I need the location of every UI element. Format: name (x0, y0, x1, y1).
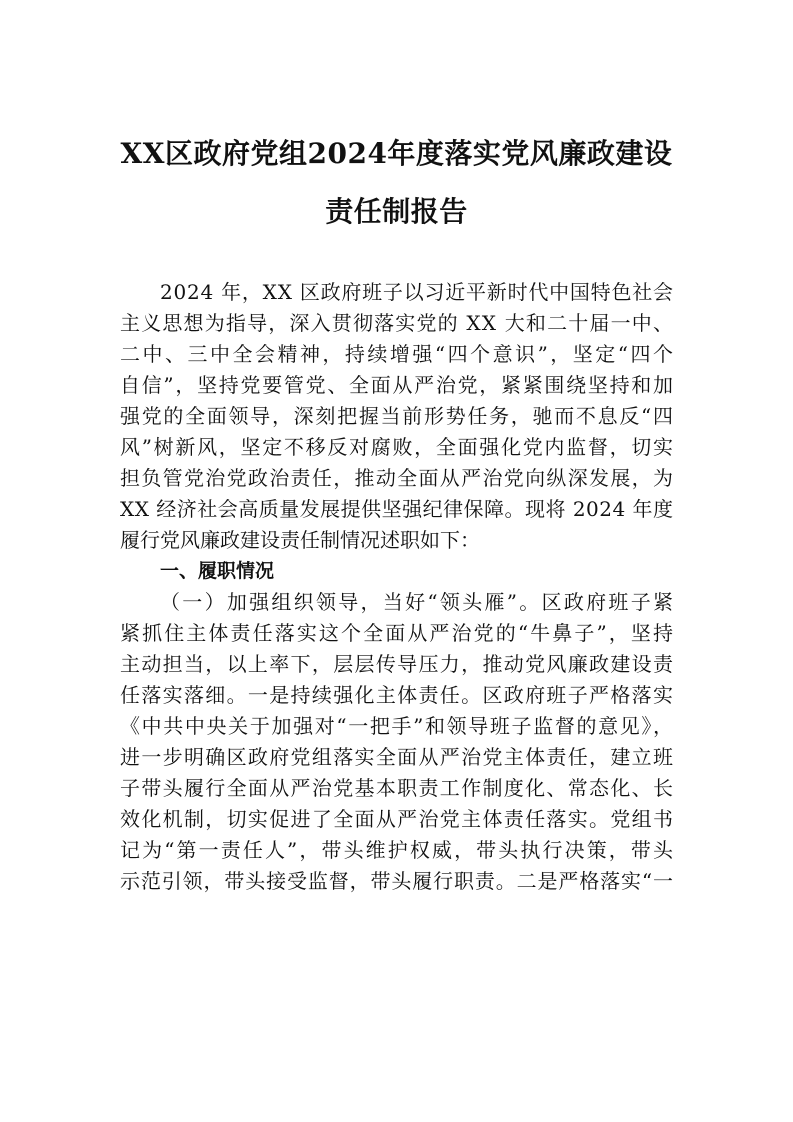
paragraph-line (120, 742, 673, 773)
paragraph-line (120, 277, 673, 308)
line-text: 强党的全面领导，深刻把握当前形势任务，驰而不息反“四 (120, 404, 675, 428)
line-text: 效化机制，切实促进了全面从严治党主体责任落实。党组书 (120, 807, 675, 831)
line-text: 2024 年，XX 区政府班子以习近平新时代中国特色社会 (160, 280, 674, 304)
line-text: （一）加强组织领导，当好“领头雁”。区政府班子紧 (160, 590, 676, 614)
line-text: 紧抓住主体责任落实这个全面从严治党的“牛鼻子”，坚持 (120, 621, 676, 645)
paragraph-line (120, 711, 673, 742)
line-text: 二中、三中全会精神，持续增强“四个意识”，坚定“四个 (120, 342, 676, 366)
paragraph-line (120, 773, 673, 804)
line-text: 担负管党治党政治责任，推动全面从严治党向纵深发展，为 (120, 466, 675, 490)
line-text: 主义思想为指导，深入贯彻落实党的 XX 大和二十届一中、 (120, 311, 675, 335)
section-heading-text: 一、履职情况 (160, 560, 275, 582)
paragraph-line (120, 618, 676, 649)
paragraph-line (120, 463, 673, 494)
line-text: 任落实落细。一是持续强化主体责任。区政府班子严格落实 (120, 683, 675, 707)
paragraph-line (120, 339, 676, 370)
paragraph-line (120, 494, 673, 525)
paragraph-line (120, 680, 673, 711)
line-text: 《中共中央关于加强对“一把手”和领导班子监督的意见》， (120, 714, 675, 738)
line-text: XX 经济社会高质量发展提供坚强纪律保障。现将 2024 年度 (120, 497, 674, 521)
paragraph-line (120, 835, 676, 866)
paragraph-line (120, 804, 673, 835)
line-text: 主动担当，以上率下，层层传导压力，推动党风廉政建设责 (120, 652, 675, 676)
paragraph-line (120, 525, 673, 556)
paragraph-line (120, 649, 673, 680)
paragraph-line (120, 401, 673, 432)
paragraph-line (120, 866, 673, 897)
paragraph-line (120, 308, 673, 339)
line-text: 履行党风廉政建设责任制情况述职如下： (120, 528, 480, 552)
line-text: 记为“第一责任人”，带头维护权威，带头执行决策，带头 (120, 838, 676, 862)
line-text: 风”树新风，坚定不移反对腐败，全面强化党内监督，切实 (120, 435, 675, 459)
line-text: 进一步明确区政府党组落实全面从严治党主体责任，建立班 (120, 745, 675, 769)
document-title-line1: XX区政府党组2024年度落实党风廉政建设 (120, 137, 673, 170)
line-text: 子带头履行全面从严治党基本职责工作制度化、常态化、长 (120, 776, 675, 800)
line-text: 示范引领，带头接受监督，带头履行职责。二是严格落实“一 (120, 869, 674, 893)
section-heading (120, 556, 673, 587)
paragraph-line (120, 370, 673, 401)
document-body (120, 277, 676, 897)
line-text: 自信”，坚持党要管党、全面从严治党，紧紧围绕坚持和加 (120, 373, 675, 397)
paragraph-line (120, 432, 673, 463)
paragraph-line (120, 587, 676, 618)
document-title-line2: 责任制报告 (325, 195, 468, 228)
